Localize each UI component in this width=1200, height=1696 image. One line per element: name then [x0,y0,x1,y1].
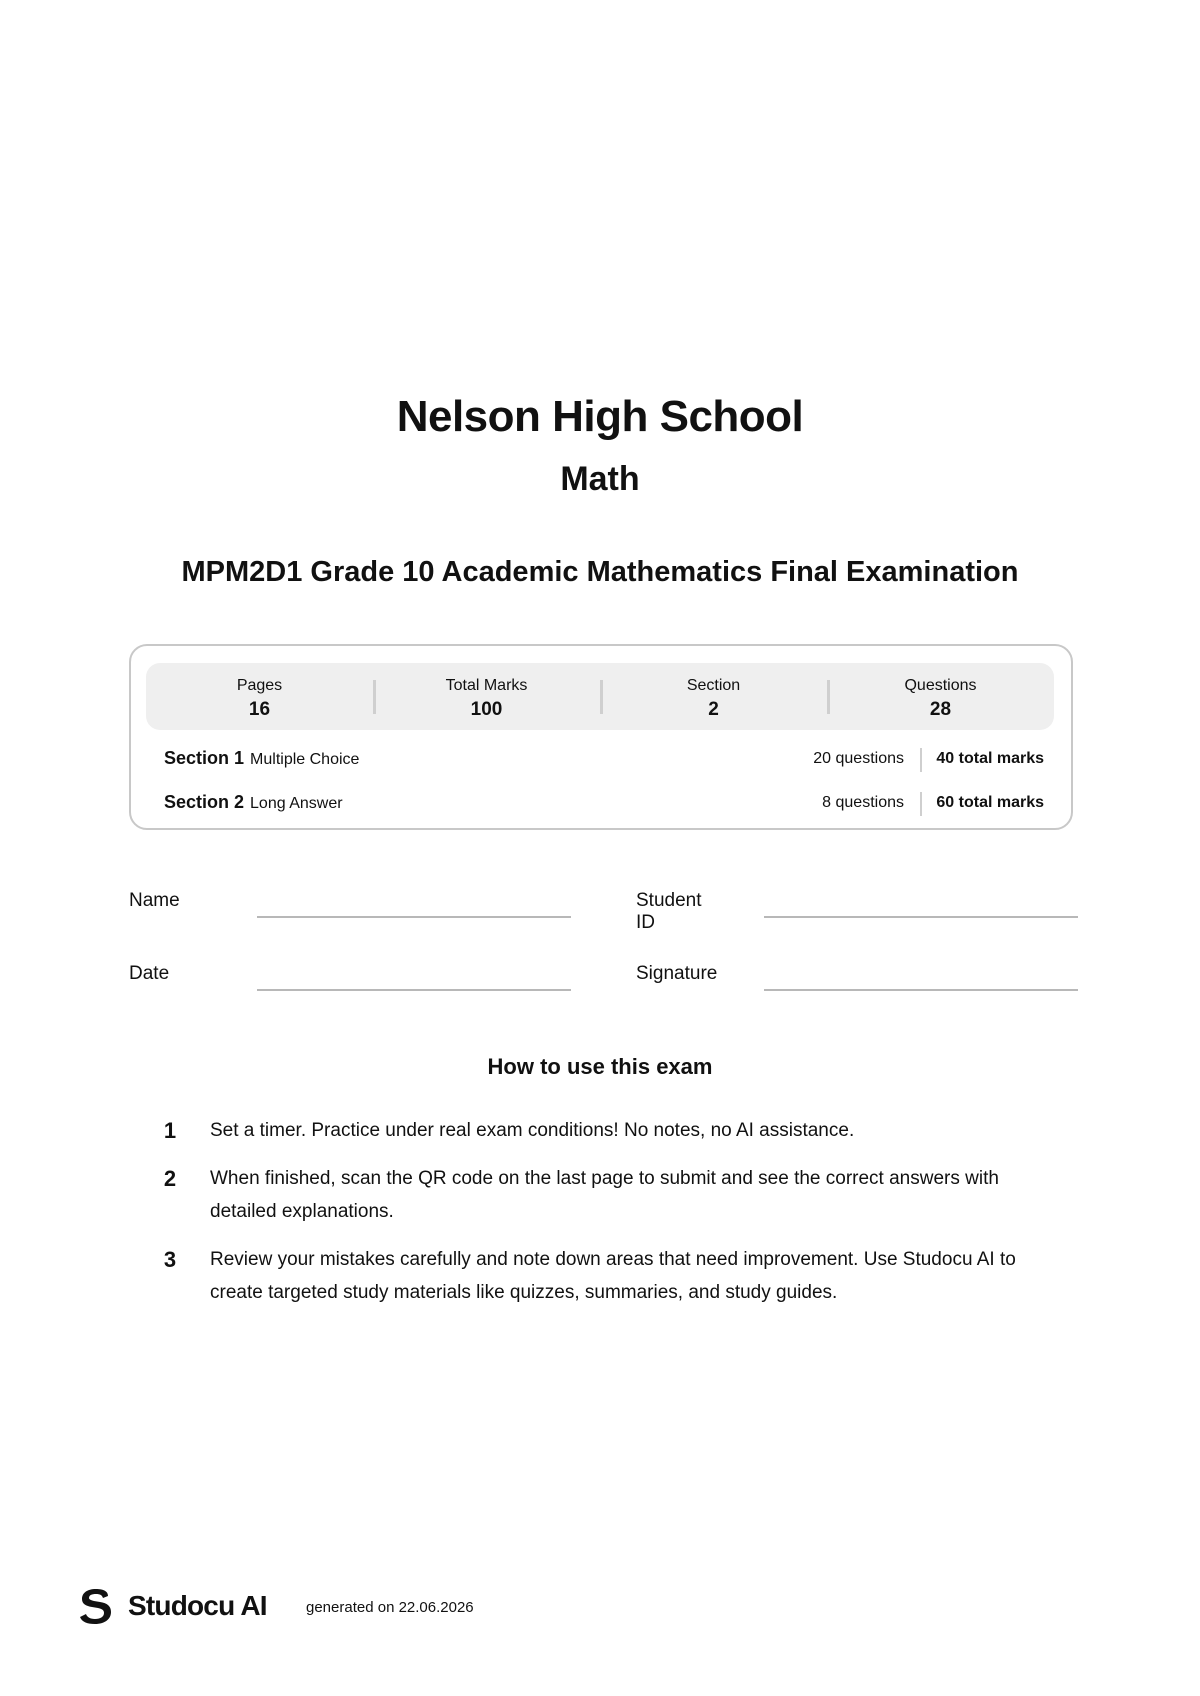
signature-input-line[interactable] [764,989,1078,991]
date-label: Date [129,963,170,984]
name-label: Name [129,890,180,911]
section-name-text: Section 1 [164,748,245,768]
step-number: 2 [163,1166,177,1191]
section-divider [920,792,922,816]
name-input-line[interactable] [257,916,571,918]
stat-total-marks [373,663,600,730]
section-row-1 [164,746,1044,776]
stat-value: 100 [470,699,503,720]
step-number: 1 [163,1118,177,1143]
stat-value: 28 [929,699,952,720]
section-divider [920,748,922,772]
section-total-marks: 40 total marks [936,750,1044,767]
exam-stats-bar [146,663,1054,730]
section-question-count: 20 questions [813,750,904,767]
section-type: Long Answer [250,795,343,812]
stat-section [600,663,827,730]
stat-pages [146,663,373,730]
stat-questions [827,663,1054,730]
signature-label: Signature [636,963,718,984]
generated-date: generated on 22.06.2026 [306,1599,474,1616]
section-row-2 [164,790,1044,820]
stat-label: Pages [236,677,283,694]
section-name [164,748,359,769]
section-type: Multiple Choice [250,751,360,768]
school-name: Nelson High School [396,392,804,441]
section-name [164,792,343,813]
section-name-text: Section 2 [164,792,245,812]
student-id-input-line[interactable] [764,916,1078,918]
exam-info-box [129,644,1073,830]
brand-name: Studocu AI [128,1590,267,1621]
step-text: Set a timer. Practice under real exam conditions! No notes, no AI assistance. [210,1120,855,1141]
section-total-marks: 60 total marks [936,794,1044,811]
step-number: 3 [163,1247,177,1272]
howto-title: How to use this exam [487,1054,713,1079]
student-id-label: Student ID [636,890,702,933]
footer [78,1587,678,1627]
stat-value: 16 [248,699,271,720]
studocu-logo-icon [78,1587,114,1625]
stat-value: 2 [708,699,719,720]
subject-title: Math [560,460,640,498]
stat-label: Section [686,677,741,694]
section-question-count: 8 questions [822,794,904,811]
step-text: When finished, scan the QR code on the last page to submit and see the correct answers with detailed explanations. [210,1168,999,1222]
stat-label: Questions [904,677,977,694]
date-input-line[interactable] [257,989,571,991]
stat-label: Total Marks [445,677,528,694]
step-text: Review your mistakes carefully and note down areas that need improvement. Use Studocu AI to create targeted study materials like quizzes, summaries, and study guides. [210,1249,1016,1303]
exam-title: MPM2D1 Grade 10 Academic Mathematics Final Examination [181,556,1019,588]
